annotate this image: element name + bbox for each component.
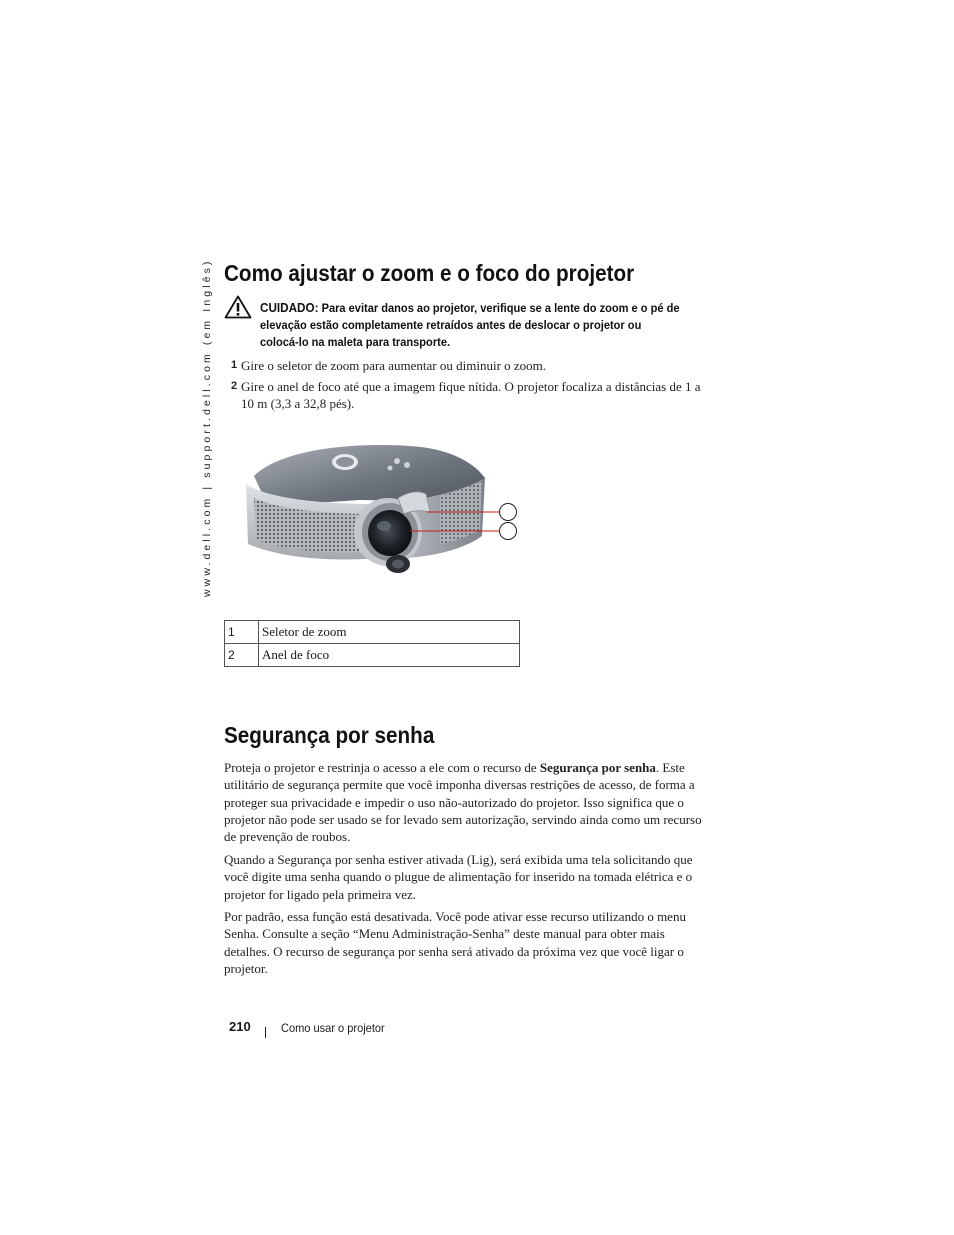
legend-number: 2 [225,644,259,667]
paragraph-1-start: Proteja o projetor e restrinja o acesso a ele com o recurso de [224,760,540,775]
paragraph-2: Quando a Segurança por senha estiver ativada (Lig), será exibida uma tela solicitando que você digite uma senha quando o plugue de alimentação for inserido na tomada elétrica e o projetor for ligado pela primeira vez. [224,852,693,902]
step-number: 2 [231,380,238,392]
table-row [225,644,520,667]
legend-label: Seletor de zoom [259,621,520,644]
step-2 [231,378,706,412]
step-text: Gire o seletor de zoom para aumentar ou diminuir o zoom. [241,358,547,373]
caution-label: CUIDADO: [260,300,319,315]
paragraph-1-end: . Este utilitário de segurança permite que você imponha diversas restrições de acesso, de forma a proteger sua privacidade e impedir o uso não-autorizado do projetor. Isso significa que o projetor não pode ser usado se for levado sem autorização, servindo ainda como um recurso de prevenção de roubos. [224,760,702,845]
section-heading-zoom-focus: Como ajustar o zoom e o foco do projetor [224,260,635,286]
paragraph-1 [224,759,702,845]
caution-text [260,299,683,351]
step-text: Gire o anel de foco até que a imagem fique nítida. O projetor focaliza a distâncias de 1 a 10 m (3,3 a 32,8 pés). [241,379,701,411]
footer-chapter-title: Como usar o projetor [281,1021,385,1035]
legend-label: Anel de foco [259,644,520,667]
legend-table [224,620,520,667]
page-number: 210 [229,1019,251,1034]
paragraph-3: Por padrão, essa função está desativada. Você pode ativar esse recurso utilizando o menu Senha. Consulte a seção “Menu Administração-Senha” deste manual para obter mais detalhes. O recurso de segurança por senha será ativado da próxima vez que você ligar o projetor. [224,909,686,976]
caution-body: Para evitar danos ao projetor, verifique se a lente do zoom e o pé de elevação estão completamente retraídos antes de deslocar o projetor ou colocá-lo na maleta para transporte. [260,301,680,349]
table-row [225,621,520,644]
legend-number: 1 [225,621,259,644]
callout-markers [405,495,530,545]
callout-circle-1 [500,504,517,521]
step-1 [231,357,706,374]
paragraph-1-bold: Segurança por senha [539,760,656,775]
sidebar-url: www.dell.com | support.dell.com (em Inglês) [201,258,213,597]
footer-divider [265,1027,266,1038]
step-number: 1 [231,359,238,371]
section-heading-password: Segurança por senha [224,722,435,748]
callout-circle-2 [500,523,517,540]
caution-warning-icon [224,295,252,319]
